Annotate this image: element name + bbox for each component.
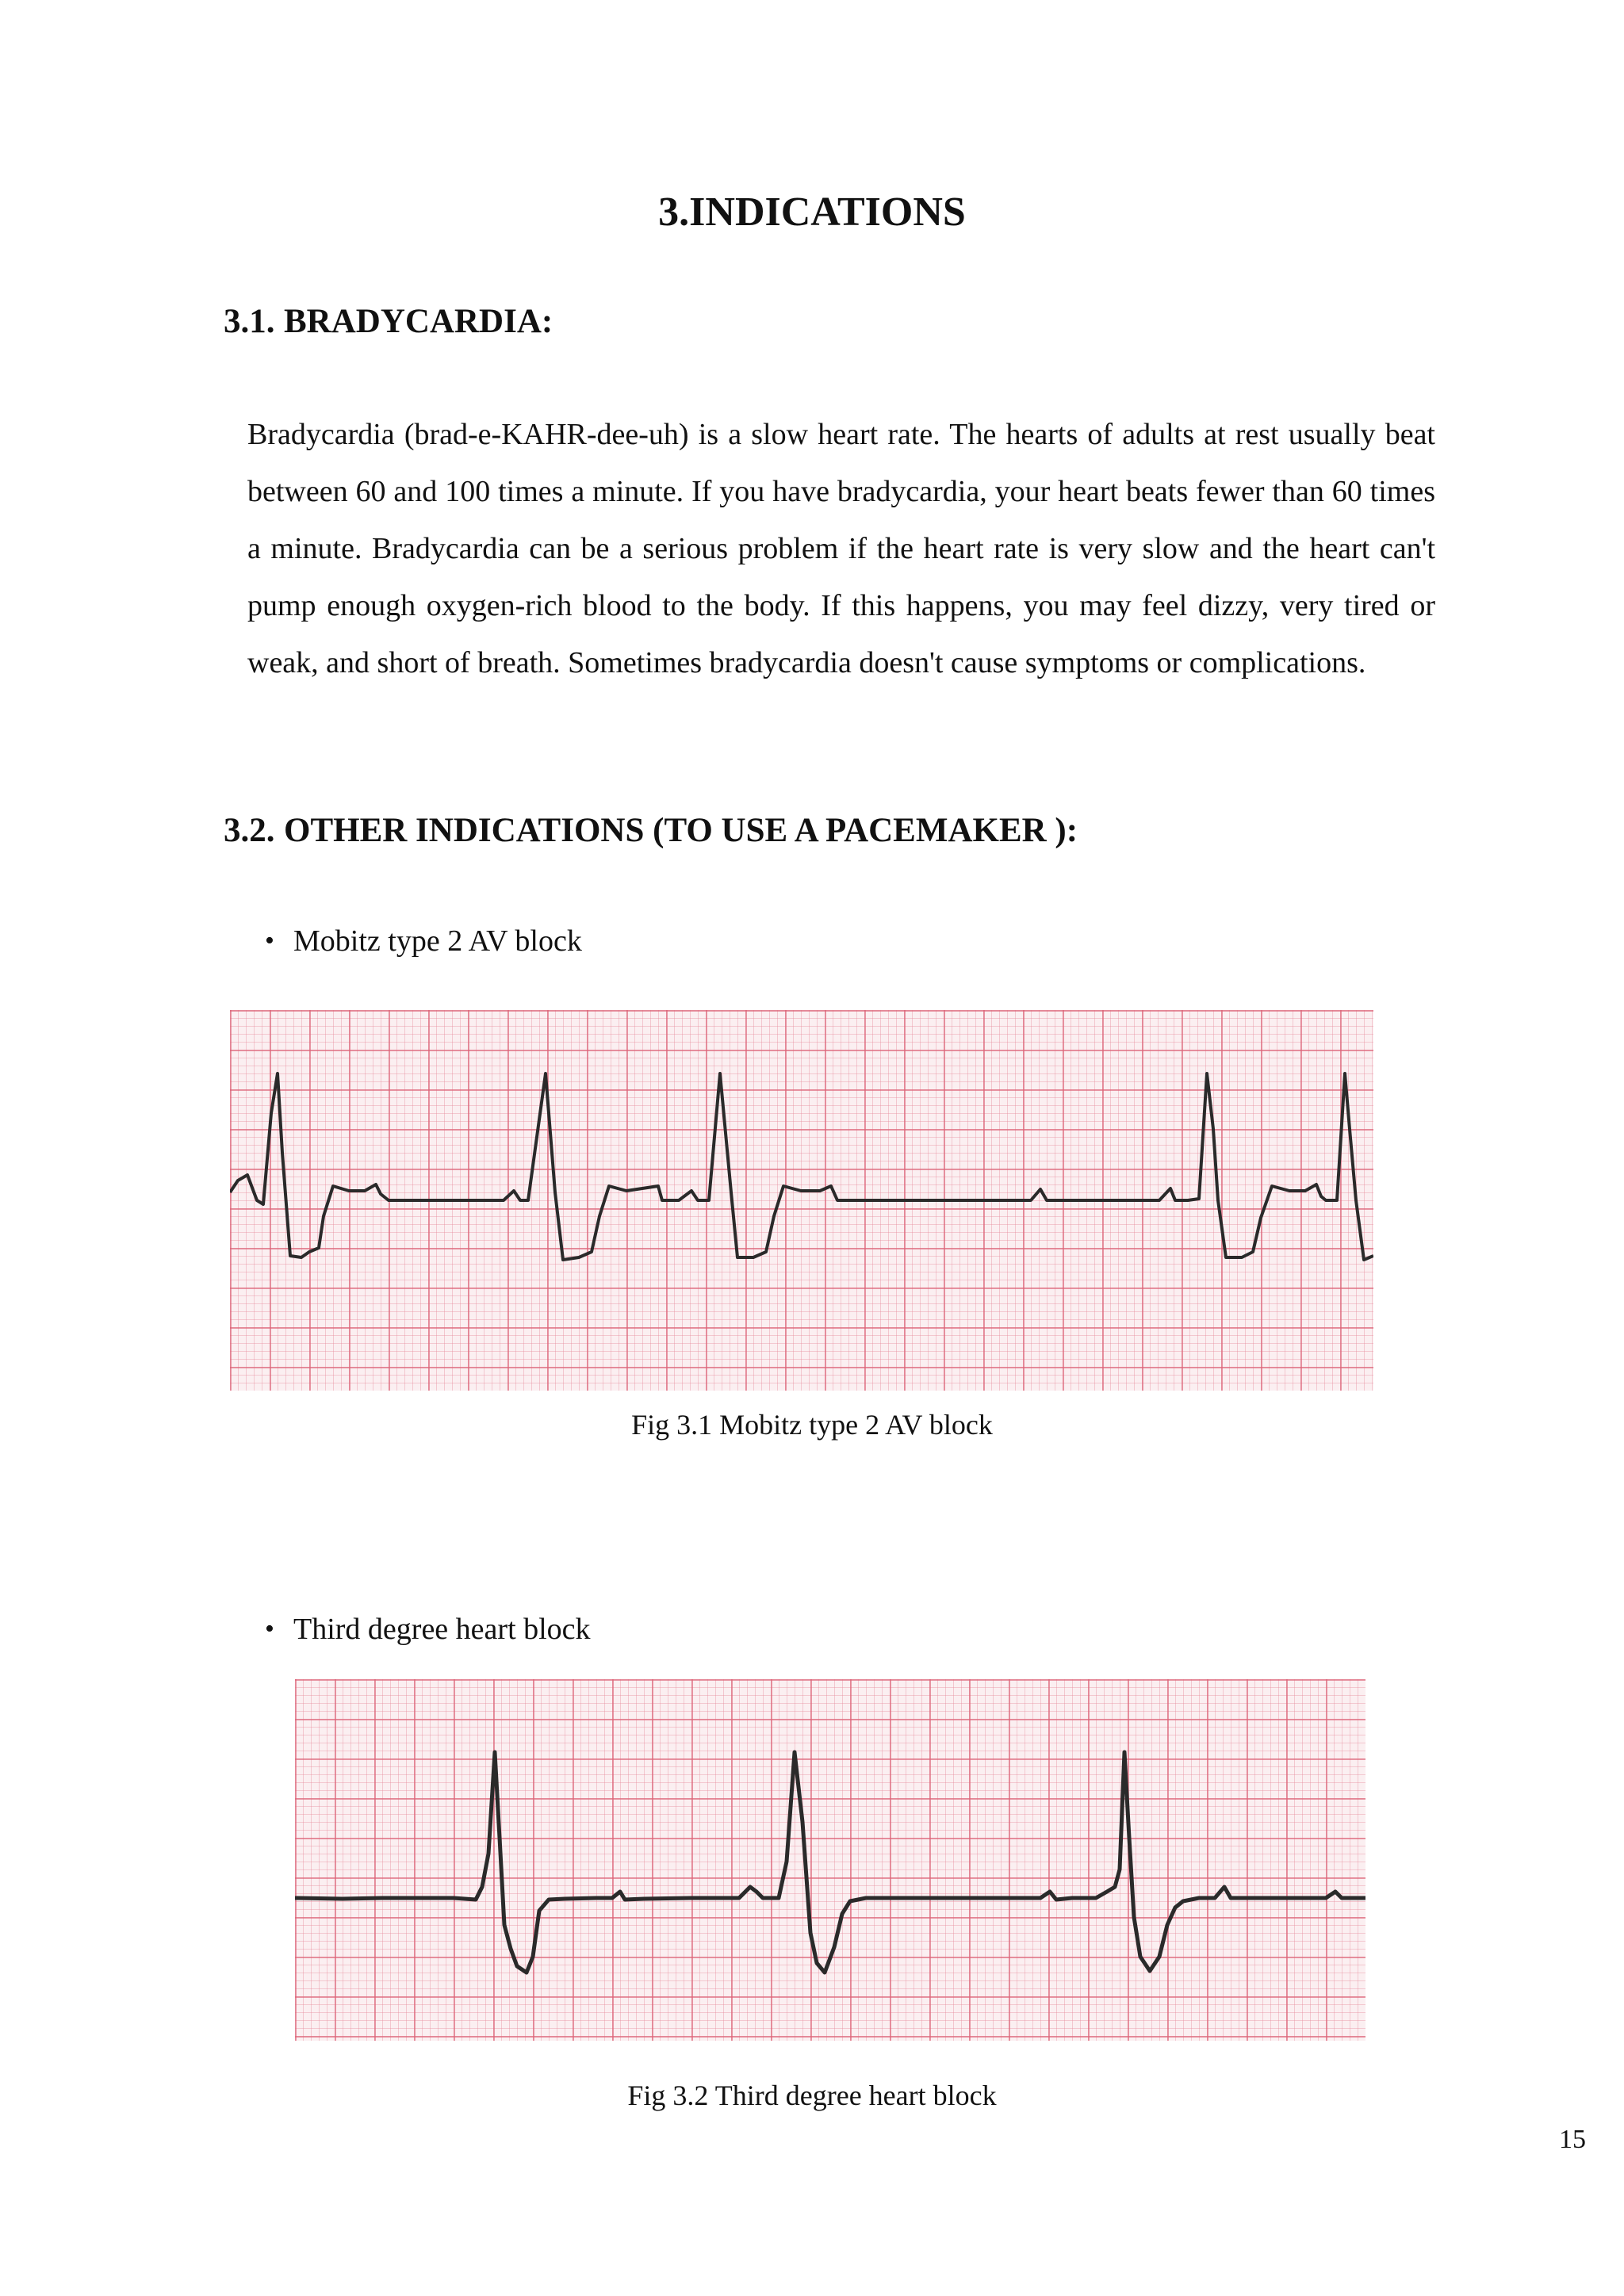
ecg-figure-third-degree xyxy=(295,1679,1365,2041)
section-title: BRADYCARDIA: xyxy=(284,303,553,340)
section-number: 3.1. xyxy=(224,303,275,340)
list-item-label: Mobitz type 2 AV block xyxy=(293,924,582,958)
list-item-third-degree xyxy=(265,1608,591,1651)
figure-caption: Fig 3.2 Third degree heart block xyxy=(627,2080,997,2111)
bullet-icon: • xyxy=(265,1614,274,1644)
section-heading-other-indications xyxy=(224,807,1078,855)
ecg-figure-mobitz xyxy=(230,1010,1373,1391)
list-item-label: Third degree heart block xyxy=(293,1613,591,1646)
page-number: 15 xyxy=(1559,2125,1586,2154)
chapter-title: 3.INDICATIONS xyxy=(658,189,966,235)
figure-caption: Fig 3.1 Mobitz type 2 AV block xyxy=(631,1409,993,1441)
section-title: OTHER INDICATIONS (TO USE A PACEMAKER ): xyxy=(284,812,1078,849)
ecg-trace-third-degree xyxy=(295,1679,1365,2041)
bradycardia-paragraph: Bradycardia (brad-e-KAHR-dee-uh) is a slow heart rate. The hearts of adults at rest usually beat between 60 and 100 times a minute. If you have bradycardia, your heart beats fewer than 60 times a minute. Bradycardia can be a serious problem if the heart rate is very slow and the heart can't pump enough oxygen-rich blood to the body. If this happens, you may feel dizzy, very tired or weak, and short of breath. Sometimes bradycardia doesn't cause symptoms or complications. xyxy=(247,418,1435,679)
section-heading-bradycardia xyxy=(224,298,553,346)
bullet-icon: • xyxy=(265,926,274,955)
section-number: 3.2. xyxy=(224,812,275,849)
list-item-mobitz xyxy=(265,920,582,962)
ecg-trace-mobitz xyxy=(230,1010,1373,1391)
